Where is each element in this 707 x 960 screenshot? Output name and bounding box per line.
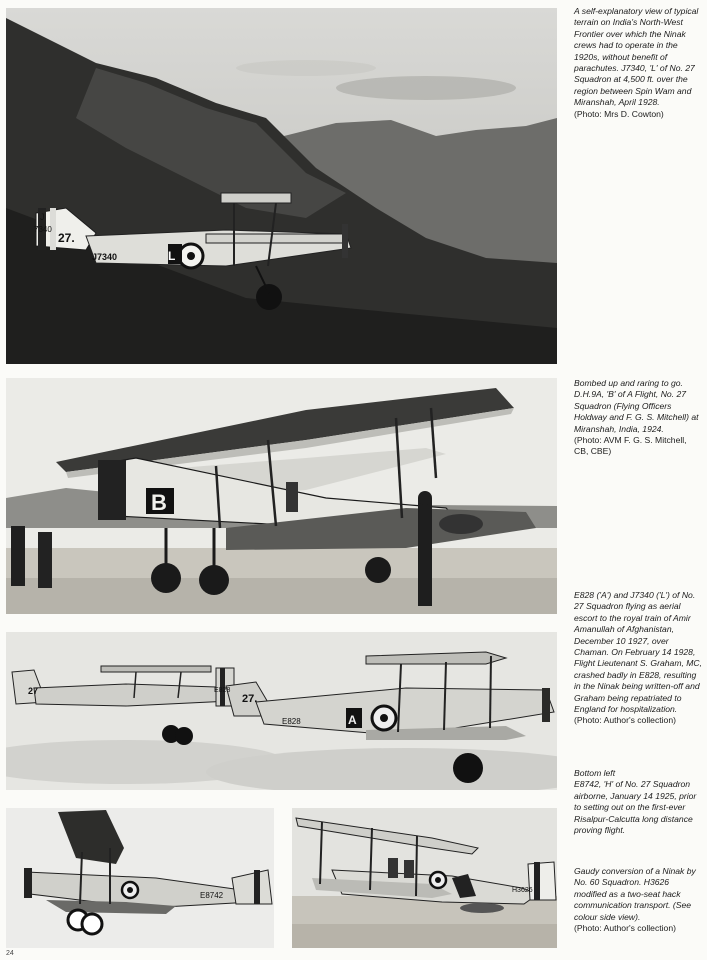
fuselage-letter-b: B bbox=[151, 490, 167, 515]
squadron-number: 27. bbox=[58, 231, 75, 245]
photo-gaudy-conversion bbox=[292, 808, 557, 948]
center-fin-number: 27. bbox=[242, 693, 258, 705]
caption-bottom-left-text: E8742, 'H' of No. 27 Squadron airborne, January 14 1925, prior to setting out on the first-ever Risalpur-Calcutta long distance proving flight. bbox=[574, 779, 697, 836]
photo-bombed-up bbox=[6, 378, 557, 614]
caption-escort bbox=[574, 590, 702, 727]
photo-aerial-escort bbox=[6, 632, 557, 790]
caption-escort-text: E828 ('A') and J7340 ('L') of No. 27 Squadron flying as aerial escort to the royal train of Amir Amanullah of Afghanistan, December 10 1927, over Chaman. On February 14 1928, Flight Lieutenant S. Graham, MC, crashed badly in E828, resulting in the Ninak being written-off and Graham being repatriated to England for hospitalization. bbox=[574, 590, 703, 715]
caption-gaudy bbox=[574, 866, 702, 934]
e8742-serial: E8742 bbox=[200, 891, 224, 900]
right-fuselage-serial: E828 bbox=[282, 717, 301, 726]
h3626-fin-serial: H3626 bbox=[512, 887, 533, 894]
right-fuselage-letter: A bbox=[348, 713, 357, 727]
fuselage-letter: L bbox=[168, 249, 176, 263]
caption-bottom-left-heading: Bottom left bbox=[574, 768, 616, 778]
photo-mountain-terrain bbox=[6, 8, 557, 364]
left-fin-number: 27 bbox=[28, 686, 39, 696]
fuselage-serial: J7340 bbox=[92, 252, 118, 262]
caption-gaudy-text: Gaudy conversion of a Ninak by No. 60 Squadron. H3626 modified as a two-seat hack communication transport. (See colour side view). bbox=[574, 866, 696, 922]
center-fin-serial: E828 bbox=[214, 687, 231, 694]
caption-terrain bbox=[574, 6, 702, 120]
photo-e8742-airborne bbox=[6, 808, 274, 948]
fin-number: 7340 bbox=[34, 225, 52, 234]
caption-terrain-text: A self-explanatory view of typical terrain on India's North-West Frontier over which the Ninak crews had to operate in the 1920s, without benefit of parachutes. J7340, 'L' of No. 27 Squadron at 4,500 ft. over the region between Spin Wam and Miranshah, April 1928. bbox=[574, 6, 699, 108]
fin-letter-j: J bbox=[40, 212, 45, 222]
caption-bottom-left bbox=[574, 768, 702, 836]
caption-bombed-up bbox=[574, 378, 702, 458]
caption-escort-credit: (Photo: Author's collection) bbox=[574, 715, 676, 726]
caption-gaudy-credit: (Photo: Author's collection) bbox=[574, 923, 676, 934]
caption-bombed-up-text: Bombed up and raring to go. D.H.9A, 'B' of A Flight, No. 27 Squadron (Flying Officers Holdway and F. G. S. Mitchell) at Miranshah, India, 1924. bbox=[574, 378, 699, 434]
caption-terrain-credit: (Photo: Mrs D. Cowton) bbox=[574, 108, 664, 119]
caption-bombed-up-credit: (Photo: AVM F. G. S. Mitchell, CB, CBE) bbox=[574, 435, 687, 457]
page-number: 24 bbox=[6, 950, 14, 957]
